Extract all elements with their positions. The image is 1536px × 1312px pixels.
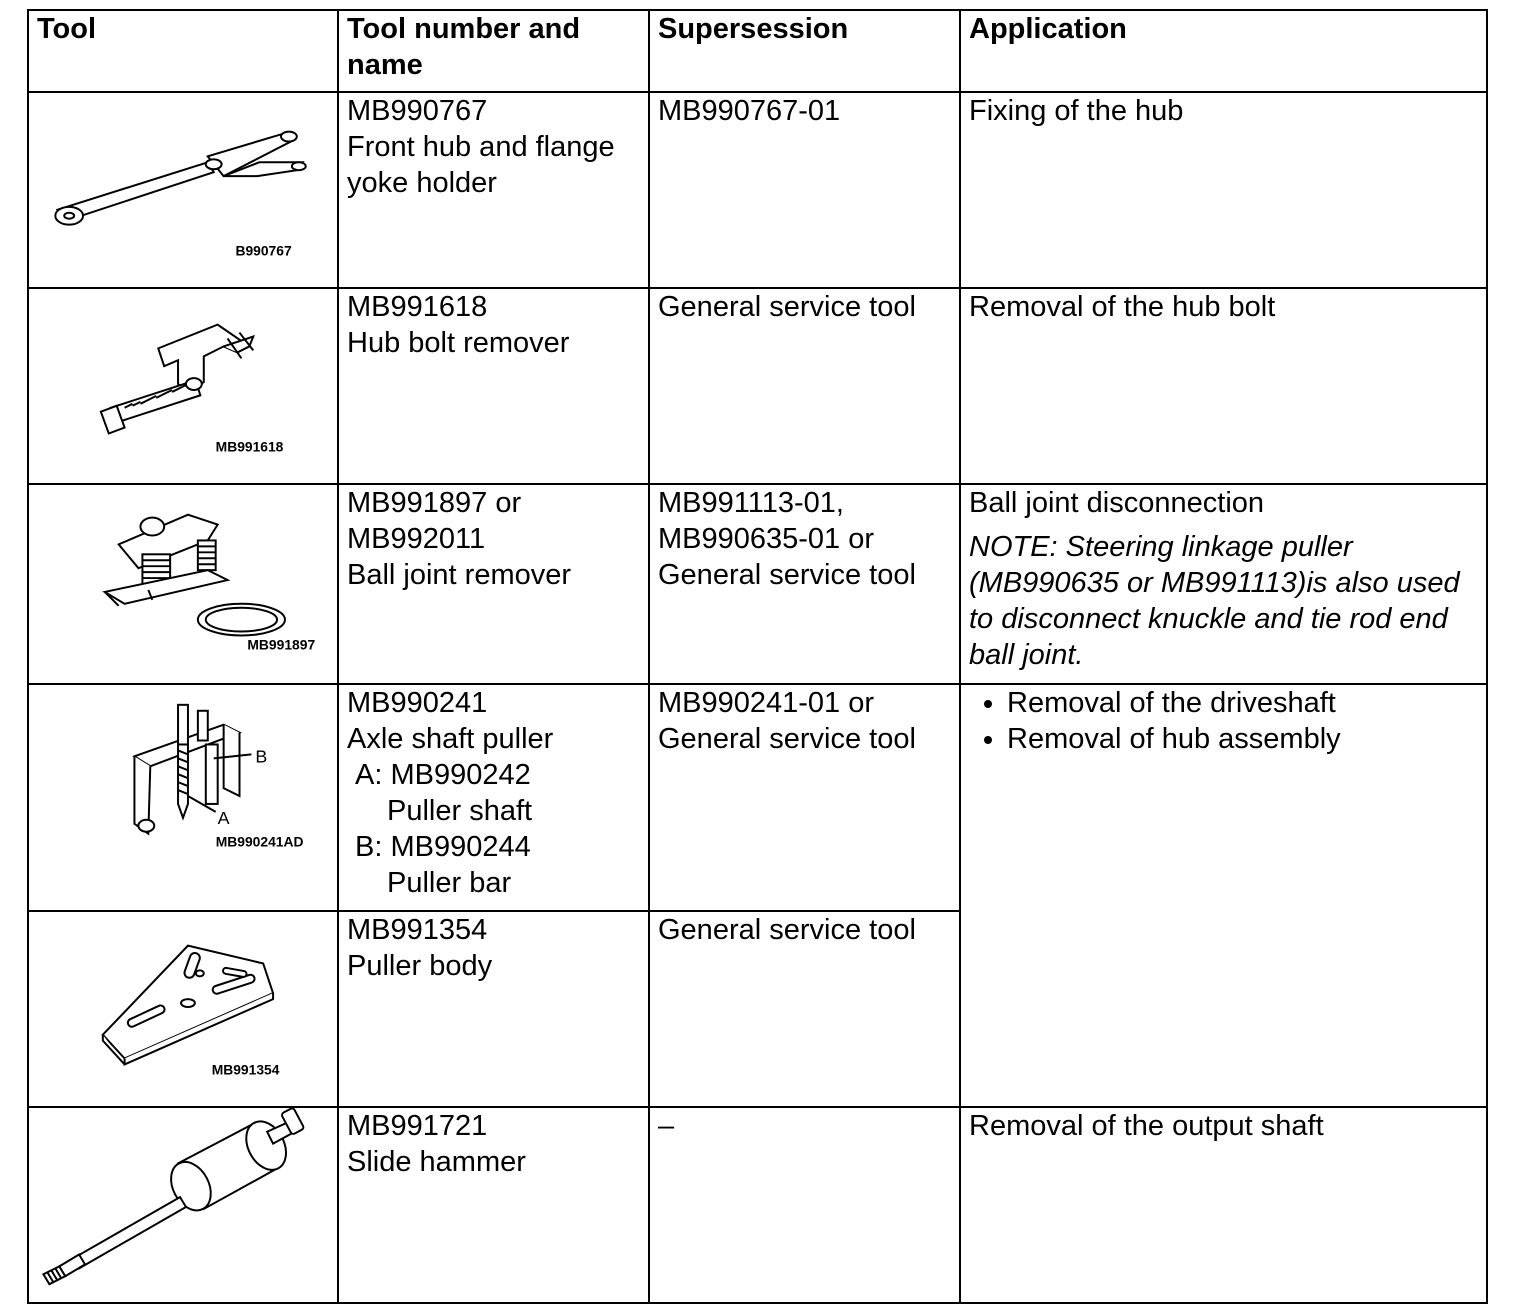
tool-image-cell [28,288,338,484]
label-a: A [217,807,230,828]
tool-name: Axle shaft puller [347,723,554,755]
application: Fixing of the hub [960,92,1487,288]
tool-image-cell [28,911,338,1107]
tool-number: MB990767 [347,95,488,127]
ball-joint-remover-illustration [29,485,337,683]
tool-code-label: MB991618 [215,438,284,455]
list-item: • Removal of hub assembly [1007,721,1478,757]
application-list-cell [960,684,1487,1107]
application: Removal of the hub bolt [960,288,1487,484]
application-list [969,685,1478,757]
tool-image-cell [28,684,338,911]
hub-bolt-remover-illustration [29,289,337,483]
application: Ball joint disconnection [969,487,1265,519]
axle-shaft-puller-illustration [29,685,337,910]
tool-name: Front hub and flange yoke holder [347,131,615,199]
header-tool: Tool [28,10,338,92]
supersession: MB990241-01 or [658,687,875,719]
supersession: General service tool [649,911,960,1107]
table-row [28,1107,1487,1303]
part-a-name: Puller shaft [387,795,533,827]
table-row [28,288,1487,484]
supersession: MB990635-01 or [658,523,875,555]
table-row [28,92,1487,288]
list-item: • Removal of the driveshaft [1007,685,1478,721]
tool-image-cell [28,92,338,288]
slide-hammer-illustration [29,1108,337,1302]
header-supersession: Supersession [649,10,960,92]
supersession: MB991113-01, [658,487,844,519]
tool-name: Slide hammer [347,1146,526,1178]
tool-name: Hub bolt remover [347,327,570,359]
table-row [28,484,1487,684]
tool-number: MB990241 [347,687,488,719]
table-row [28,684,1487,911]
application: Removal of the output shaft [960,1107,1487,1303]
tool-number: MB991897 or [347,487,522,519]
part-b-number: B: MB990244 [355,831,531,863]
header-application: Application [960,10,1487,92]
special-tools-table [27,9,1488,1304]
tool-image-cell [28,484,338,684]
supersession: MB990767-01 [649,92,960,288]
header-row [28,10,1487,92]
tool-code-label: B990767 [235,242,292,259]
header-tool-number-name: Tool number and name [338,10,649,92]
tool-number: MB991354 [347,914,488,946]
application-note: NOTE: Steering linkage puller (MB990635 or MB991113)is also used to disconnect knuckle and tie rod end ball joint. [969,531,1460,671]
tool-number-alt: MB992011 [347,523,486,555]
tool-number: MB991618 [347,291,488,323]
tool-code-label: MB990241AD [215,833,304,850]
hub-yoke-holder-illustration [29,93,337,287]
tool-name: Ball joint remover [347,559,572,591]
tool-code-label: MB991897 [247,636,316,653]
tool-code-label: MB991354 [211,1061,280,1078]
supersession: – [649,1107,960,1303]
supersession: General service tool [658,723,916,755]
tool-name: Puller body [347,950,493,982]
supersession: General service tool [649,288,960,484]
part-a-number: A: MB990242 [355,759,531,791]
part-b-name: Puller bar [387,867,512,899]
puller-body-illustration [29,912,337,1106]
label-b: B [255,746,268,767]
tool-image-cell [28,1107,338,1303]
supersession: General service tool [658,559,916,591]
tool-number: MB991721 [347,1110,488,1142]
